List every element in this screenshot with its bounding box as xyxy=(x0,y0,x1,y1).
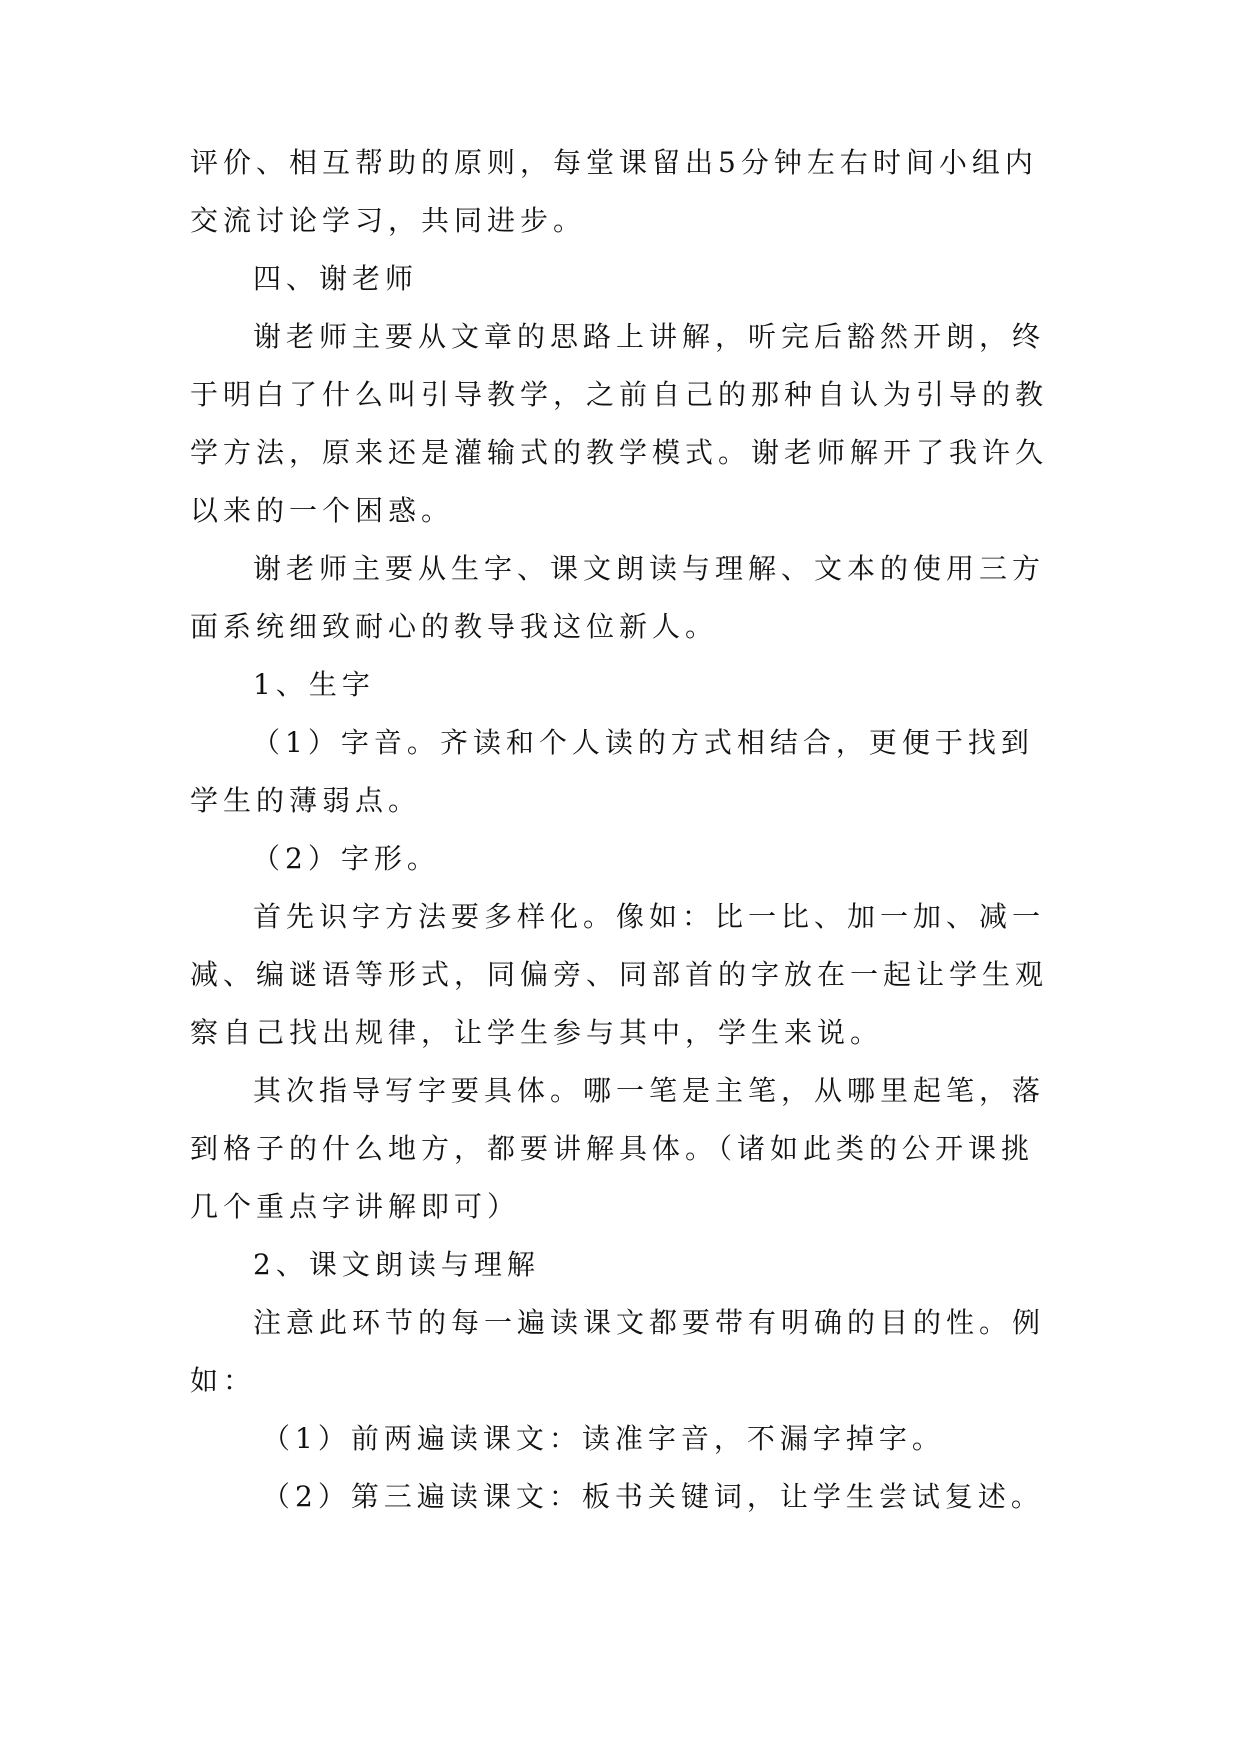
paragraph-line: 注意此环节的每一遍读课文都要带有明确的目的性。例 xyxy=(253,1306,1046,1339)
paragraph-line: 如： xyxy=(190,1364,257,1397)
paragraph-line: 到格子的什么地方，都要讲解具体。（诸如此类的公开课挑 xyxy=(190,1132,1035,1165)
paragraph-line: 减、编谜语等形式，同偏旁、同部首的字放在一起让学生观 xyxy=(190,958,1049,991)
paragraph-line: 几个重点字讲解即可） xyxy=(190,1190,521,1223)
paragraph-line: （1）前两遍读课文：读准字音，不漏字掉字。 xyxy=(262,1422,945,1455)
paragraph-line: 谢老师主要从文章的思路上讲解，听完后豁然开朗，终 xyxy=(253,320,1046,353)
paragraph-line: 于明白了什么叫引导教学，之前自己的那种自认为引导的教 xyxy=(190,378,1049,411)
paragraph-line: 察自己找出规律，让学生参与其中，学生来说。 xyxy=(190,1016,884,1049)
paragraph-line: 其次指导写字要具体。哪一笔是主笔，从哪里起笔，落 xyxy=(253,1074,1046,1107)
paragraph-line: （1）字音。齐读和个人读的方式相结合，更便于找到 xyxy=(252,726,1034,759)
paragraph-line: 学生的薄弱点。 xyxy=(190,784,422,817)
paragraph-line: 以来的一个困惑。 xyxy=(190,494,455,527)
section-heading: 四、谢老师 xyxy=(253,262,419,295)
subsection-heading: 2、课文朗读与理解 xyxy=(253,1248,540,1281)
subsection-heading: 1、生字 xyxy=(253,668,375,701)
paragraph-line: （2）第三遍读课文：板书关键词，让学生尝试复述。 xyxy=(262,1480,1044,1513)
paragraph-line: （2）字形。 xyxy=(252,842,440,875)
paragraph-line: 学方法，原来还是灌输式的教学模式。谢老师解开了我许久 xyxy=(190,436,1049,469)
paragraph-line: 谢老师主要从生字、课文朗读与理解、文本的使用三方 xyxy=(253,552,1046,585)
paragraph-line: 评价、相互帮助的原则，每堂课留出5分钟左右时间小组内 xyxy=(190,146,1038,179)
paragraph-line: 首先识字方法要多样化。像如：比一比、加一加、减一 xyxy=(253,900,1046,933)
paragraph-line: 交流讨论学习，共同进步。 xyxy=(190,204,587,237)
paragraph-line: 面系统细致耐心的教导我这位新人。 xyxy=(190,610,719,643)
